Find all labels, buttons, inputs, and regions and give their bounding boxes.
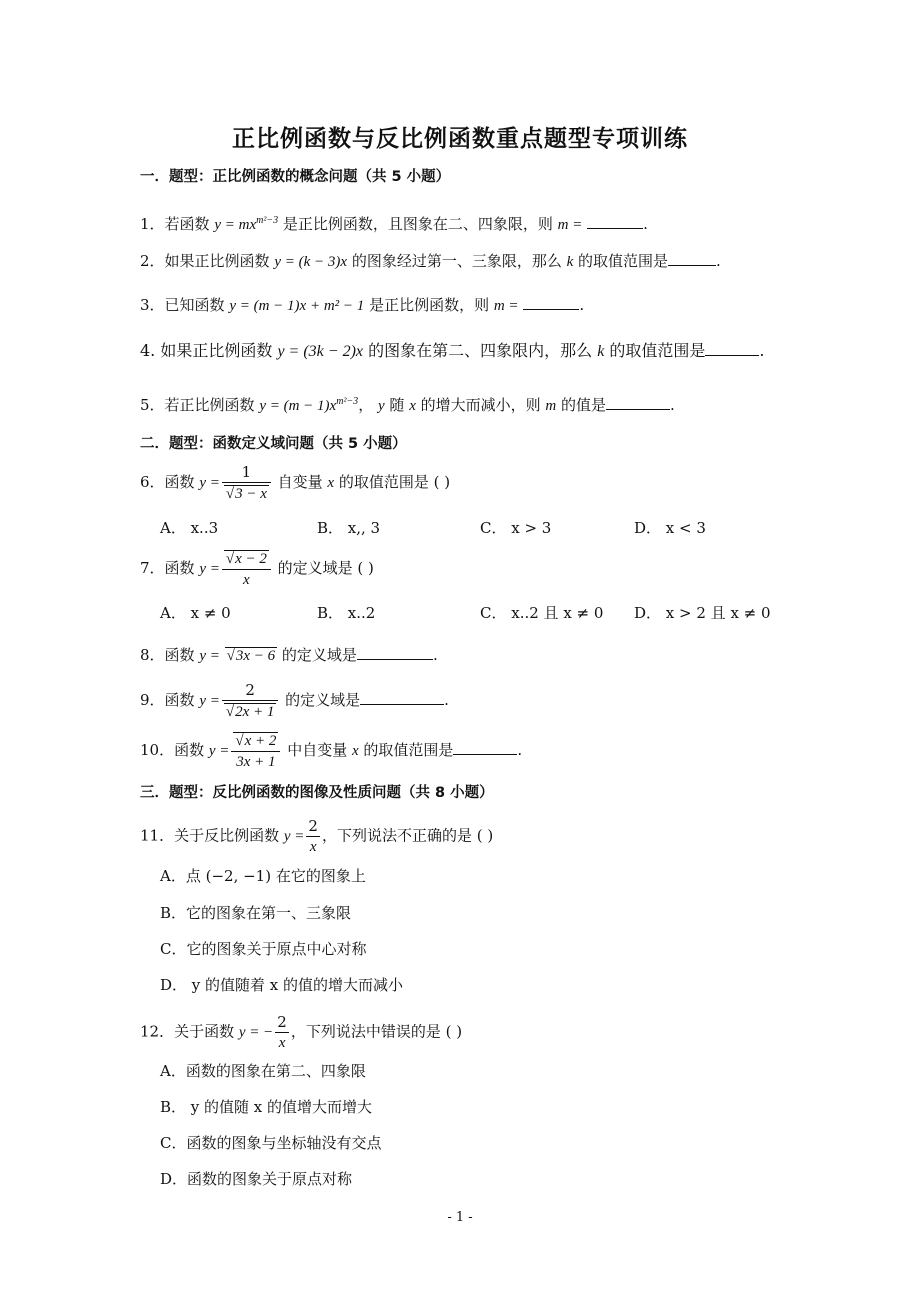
section-heading-2: 二．题型：函数定义域问题（共 5 小题） [140,436,407,452]
question-4: 4. 如果正比例函数 y = (3k − 2)x 的图象在第二、四象限内，那么 k 的取值范围是 . [140,341,765,360]
option-a[interactable]: A． x ≠ 0 [160,604,231,622]
option-d[interactable]: D． x > 2 且 x ≠ 0 [634,604,771,622]
question-6: 6．函数 y = 1 √ 3 − x 自变量 x 的取值范围是 ( ) [140,462,450,504]
section-heading-1: 一．题型：正比例函数的概念问题（共 5 小题） [140,169,451,185]
answer-blank[interactable] [705,341,759,356]
answer-blank[interactable] [606,395,670,410]
page-number: - 1 - [447,1210,473,1225]
option-b[interactable]: B． x..2 [317,604,376,622]
answer-blank[interactable] [523,295,579,310]
option-c[interactable]: C． x > 3 [480,519,552,537]
fraction: $\frac{2}{x}$ [308,817,318,855]
question-3: 3．已知函数 y = (m − 1)x + m² − 1 是正比例函数，则 m = . [140,296,585,314]
answer-blank[interactable] [357,645,433,660]
option-d[interactable]: D． x < 3 [634,519,706,537]
section-heading-3: 三．题型：反比例函数的图像及性质问题（共 8 小题） [140,785,494,801]
question-2: 2．如果正比例函数 y = (k − 3)x 的图象经过第一、三象限，那么 k 的取值范围是 . [140,252,721,270]
question-1: 1．若函数 $y = mx^{m^2-3}$ 是正比例函数，且图象在二、四象限，则 m = . [140,215,648,233]
option-d[interactable]: D． y 的值随着 x 的值的增大而减小 [160,976,404,994]
question-8: 8．函数 y = √ 3x − 6 的定义域是 . [140,644,438,667]
answer-blank[interactable] [360,690,444,705]
fraction: 2 √ 2x + 1 [222,680,279,722]
option-c[interactable]: C．函数的图象与坐标轴没有交点 [160,1134,382,1152]
fraction: √ $\frac{x - 2}{x}$ [222,548,271,590]
option-d[interactable]: D．函数的图象关于原点对称 [160,1170,353,1188]
option-b[interactable]: B． y 的值随 x 的值增大而增大 [160,1098,373,1116]
question-5: 5．若正比例函数 $y = (m - 1)x^{m^2-3}$， y 随 x 的增大而减小，则 m 的值是 . [140,396,675,414]
option-b[interactable]: B．它的图象在第一、三象限 [160,904,352,922]
option-b[interactable]: B． x,, 3 [317,519,381,537]
answer-blank[interactable] [668,251,716,266]
answer-blank[interactable] [453,740,517,755]
option-a[interactable]: A． x..3 [160,519,219,537]
answer-blank[interactable] [587,214,643,229]
fraction: 1 √ 3 − x [222,462,271,504]
option-c[interactable]: C． x..2 且 x ≠ 0 [480,604,604,622]
option-a[interactable]: A．函数的图象在第二、四象限 [160,1062,366,1080]
question-7: 7．函数 y = √ $\frac{x - 2}{x}$ 的定义域是 ( ) [140,548,374,590]
question-10: 10．函数 y = √ $\frac{x + 2}{3x + 1}$ 中自变量 x 的取值范围是 . [140,730,522,772]
fraction: $\frac{2}{x}$ [277,1013,287,1051]
option-a[interactable]: A．点 (−2, −1) 在它的图象上 [160,867,366,885]
question-9: 9．函数 y = 2 √ 2x + 1 的定义域是 . [140,680,449,722]
option-c[interactable]: C．它的图象关于原点中心对称 [160,940,367,958]
document-title: 正比例函数与反比例函数重点题型专项训练 [232,126,688,152]
question-12: 12．关于函数 y = − $\frac{2}{x}$ ，下列说法中错误的是 ( ) [140,1013,463,1051]
question-11: 11．关于反比例函数 y = $\frac{2}{x}$ ，下列说法不正确的是 ( ) [140,817,494,855]
fraction: √ $\frac{x + 2}{3x + 1}$ [231,730,280,772]
